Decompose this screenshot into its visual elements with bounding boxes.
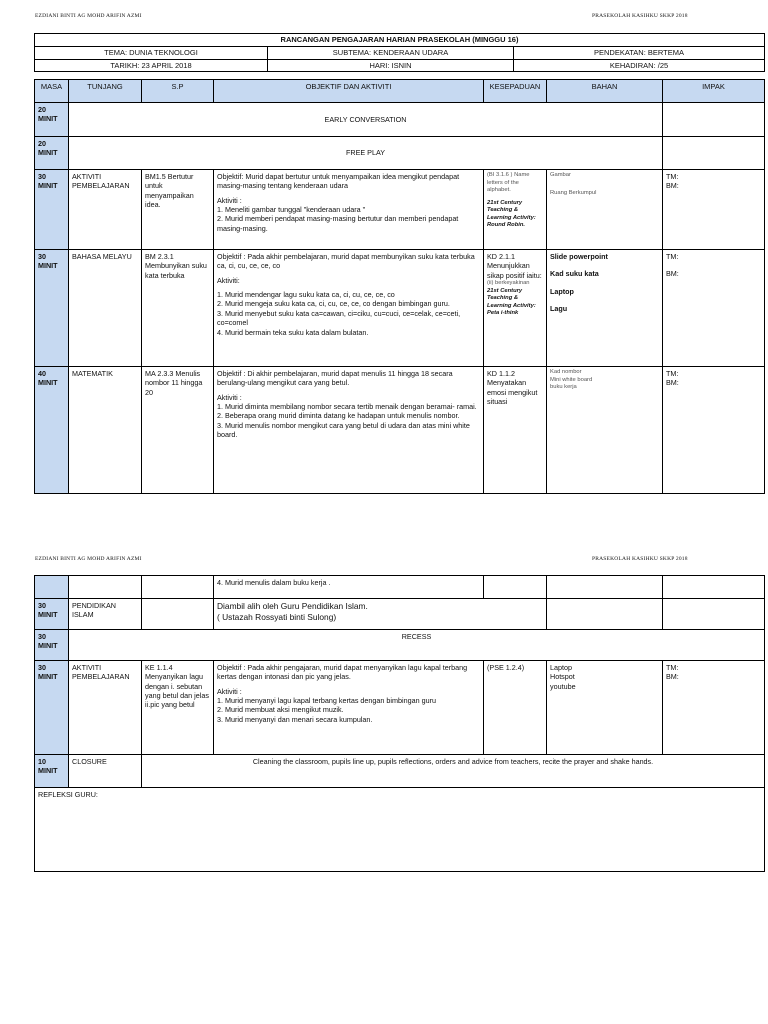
col-tunjang: TUNJANG xyxy=(69,80,142,103)
impak-cell xyxy=(663,661,765,755)
col-objektif: OBJEKTIF DAN AKTIVITI xyxy=(214,80,484,103)
impak-tm: TM: xyxy=(666,172,679,181)
objektif-cell xyxy=(214,250,484,367)
kesepaduan-cell xyxy=(484,170,547,250)
subtema: SUBTEMA: KENDERAAN UDARA xyxy=(268,46,514,59)
bahan-item: buku kerja xyxy=(550,384,577,391)
list-item: 4. Murid menulis dalam buku kerja . xyxy=(214,576,484,599)
bahan-cell xyxy=(547,170,663,250)
pendidikan-islam-cell xyxy=(214,599,547,630)
masa-cell: 30 MINIT xyxy=(35,170,69,250)
bahan-cell xyxy=(547,250,663,367)
bahan-cell xyxy=(547,661,663,755)
aktiviti-label: Aktiviti : xyxy=(217,392,242,402)
tunjang-cell: MATEMATIK xyxy=(69,367,142,494)
bahan-item: Ruang Berkumpul xyxy=(550,189,597,196)
bahan-item: Kad suku kata xyxy=(550,269,599,279)
document-title: RANCANGAN PENGAJARAN HARIAN PRASEKOLAH (MINGGU 16) xyxy=(35,34,765,47)
list-item: 4. Murid bermain teka suku kata dalam bulatan. xyxy=(217,327,369,337)
list-item: 3. Murid menyebut suku kata ca=cawan, ci=ciku, cu=cuci, ce=celak, ce=ceti, co=comel xyxy=(217,308,461,328)
pi-text1: Diambil alih oleh Guru Pendidikan Islam. xyxy=(217,601,368,611)
objektif-cell xyxy=(214,661,484,755)
kesepaduan-cell xyxy=(484,250,547,367)
list-item: 1. Murid mendengar lagu suku kata ca, ci, cu, ce, ce, co xyxy=(217,290,395,300)
list-item: 2. Murid membuat aksi mengikut muzik. xyxy=(217,705,344,715)
list-item: 2. Murid mengeja suku kata ca, ci, cu, ce, ce, co dengan bimbingan guru. xyxy=(217,299,450,309)
kesepaduan-note: (ii) berkeyakinan xyxy=(487,280,530,287)
impak-bm: BM: xyxy=(666,269,679,279)
impak-cell xyxy=(663,250,765,367)
free-play: FREE PLAY xyxy=(69,137,663,170)
impak-bm: BM: xyxy=(666,672,679,682)
objektif-cell xyxy=(214,170,484,250)
pi-text2: ( Ustazah Rossyati binti Sulong) xyxy=(217,611,337,622)
masa-cell: 20 MINIT xyxy=(35,103,69,137)
bahan-item: Hotspot xyxy=(550,672,575,682)
tarikh: TARIKH: 23 APRIL 2018 xyxy=(35,59,268,72)
tunjang-cell: PENDIDIKAN ISLAM xyxy=(69,599,142,630)
sp-cell: KE 1.1.4 Menyanyikan lagu dengan i. sebutan yang betul dan jelas ii.pic yang betul xyxy=(142,661,214,755)
masa-cell: 10 MINIT xyxy=(35,755,69,788)
hari: HARI: ISNIN xyxy=(268,59,514,72)
masa-cell: 30 MINIT xyxy=(35,250,69,367)
list-item: 1. Murid menyanyi lagu kapal terbang kertas dengan bimbingan guru xyxy=(217,696,436,706)
early-conversation: EARLY CONVERSATION xyxy=(69,103,663,137)
masa-cell: 30 MINIT xyxy=(35,630,69,661)
objektif-cell xyxy=(214,367,484,494)
tunjang-cell: AKTIVITI PEMBELAJARAN xyxy=(69,170,142,250)
list-item: 3. Murid menulis nombor mengikut cara yang betul di udara dan atas mini white board. xyxy=(217,420,470,440)
impak-bm: BM: xyxy=(666,181,679,191)
bahan-item: Kad nombor xyxy=(550,369,582,375)
col-bahan: BAHAN xyxy=(547,80,663,103)
list-item: 1. Meneliti gambar tunggal "kenderaan udara " xyxy=(217,205,366,215)
col-sp: S.P xyxy=(142,80,214,103)
masa-cell: 30 MINIT xyxy=(35,661,69,755)
bahan-cell xyxy=(547,367,663,494)
sp-cell: MA 2.3.3 Menulis nombor 11 hingga 20 xyxy=(142,367,214,494)
kesepaduan-note: (BI 3.1.6 ) Name letters of the alphabet. xyxy=(487,172,530,194)
objektif-text: Objektif : Di akhir pembelajaran, murid dapat menulis 11 hingga 18 secara berulang-ulang mengikut cara yang betul. xyxy=(217,369,453,388)
page2-header-right: PRASEKOLAH KASIHKU SKKP 2018 xyxy=(592,556,688,562)
kesepaduan-21st: 21st Century Teaching & Learning Activity: Round Robin. xyxy=(487,199,536,229)
list-item: 1. Murid diminta membilang nombor secara tertib menaik dengan beramai- ramai. xyxy=(217,402,477,412)
list-item: 2. Beberapa orang murid diminta datang ke hadapan untuk menulis nombor. xyxy=(217,411,460,421)
bahan-item: Laptop xyxy=(550,663,572,672)
masa-cell: 30 MINIT xyxy=(35,599,69,630)
bahan-item: Slide powerpoint xyxy=(550,252,608,261)
objektif-text: Objektif: Murid dapat bertutur untuk menyampaikan idea mengikut pendapat masing-masing tentang kenderaan udara xyxy=(217,172,460,191)
impak-cell xyxy=(663,367,765,494)
masa-cell: 40 MINIT xyxy=(35,367,69,494)
bahan-item: Mini white board xyxy=(550,376,593,383)
objektif-text: Objektif : Pada akhir pembelajaran, murid dapat membunyikan suku kata terbuka ca, ci, cu, ce, ce, co xyxy=(217,252,475,271)
impak-bm: BM: xyxy=(666,378,679,388)
impak-tm: TM: xyxy=(666,252,679,261)
masa-cell: 20 MINIT xyxy=(35,137,69,170)
col-kesepaduan: KESEPADUAN xyxy=(484,80,547,103)
kesepaduan-cell: KD 1.1.2 Menyatakan emosi mengikut situasi xyxy=(484,367,547,494)
bahan-item: Gambar xyxy=(550,172,571,178)
impak-cell xyxy=(663,170,765,250)
page2-header-left: EZDIANI BINTI AG MOHD ARIFIN AZMI xyxy=(35,556,142,562)
kehadiran: KEHADIRAN: /25 xyxy=(514,59,765,72)
aktiviti-label: Aktiviti : xyxy=(217,195,242,205)
objektif-text: Objektif : Pada akhir pengajaran, murid dapat menyanyikan lagu kapal terbang kertas dengan intonasi dan pic yang jelas. xyxy=(217,663,468,682)
bahan-item: youtube xyxy=(550,681,576,691)
kesepaduan-cell: (PSE 1.2.4) xyxy=(484,661,547,755)
sp-cell: BM 2.3.1 Membunyikan suku kata terbuka xyxy=(142,250,214,367)
aktiviti-label: Aktiviti : xyxy=(217,686,242,696)
lesson-table-page1 xyxy=(34,79,765,494)
sp-cell: BM1.5 Bertutur untuk menyampaikan idea. xyxy=(142,170,214,250)
impak-tm: TM: xyxy=(666,663,679,672)
col-impak: IMPAK xyxy=(663,80,765,103)
page1-header-right: PRASEKOLAH KASIHKU SKKP 2018 xyxy=(592,13,688,19)
pendekatan: PENDEKATAN: BERTEMA xyxy=(514,46,765,59)
refleksi-guru: REFLEKSI GURU: xyxy=(35,788,765,872)
tema: TEMA: DUNIA TEKNOLOGI xyxy=(35,46,268,59)
closure-text: Cleaning the classroom, pupils line up, pupils reflections, orders and advice from teachers, recite the prayer and shake hands. xyxy=(142,755,765,788)
bahan-item: Lagu xyxy=(550,304,568,314)
lesson-table-page2 xyxy=(34,575,765,872)
aktiviti-label: Aktiviti: xyxy=(217,275,240,285)
bahan-item: Laptop xyxy=(550,286,574,296)
col-masa: MASA xyxy=(35,80,69,103)
tunjang-cell: AKTIVITI PEMBELAJARAN xyxy=(69,661,142,755)
recess: RECESS xyxy=(69,630,765,661)
page1-header-left: EZDIANI BINTI AG MOHD ARIFIN AZMI xyxy=(35,13,142,19)
tunjang-cell: CLOSURE xyxy=(69,755,142,788)
list-item: 3. Murid menyanyi dan menari secara kumpulan. xyxy=(217,714,373,724)
list-item: 2. Murid memberi pendapat masing-masing bertutur dan memberi pendapat masing-masing. xyxy=(217,214,459,233)
tunjang-cell: BAHASA MELAYU xyxy=(69,250,142,367)
kesepaduan-21st: 21st Century Teaching & Learning Activity: Peta i-think xyxy=(487,287,536,317)
kesepaduan-text: KD 2.1.1 Menunjukkan sikap positif iaitu: xyxy=(487,252,542,280)
impak-tm: TM: xyxy=(666,369,679,378)
info-table xyxy=(34,33,765,72)
